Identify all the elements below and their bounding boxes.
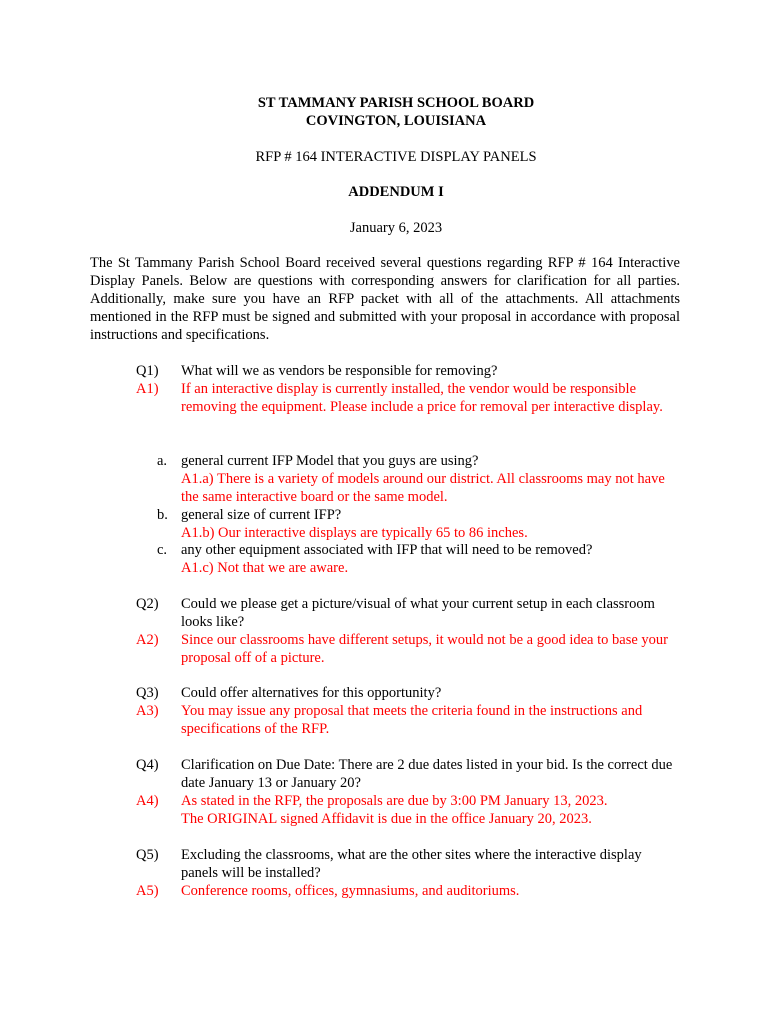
a5-answer: Conference rooms, offices, gymnasiums, and auditoriums. (181, 883, 520, 899)
a4-answer-line1: As stated in the RFP, the proposals are due by 3:00 PM January 13, 2023. (181, 793, 608, 809)
a2-label: A2) (136, 632, 159, 648)
a1-label: A1) (136, 381, 159, 397)
a4-label: A4) (136, 793, 159, 809)
q5-label: Q5) (136, 847, 159, 863)
org-title: ST TAMMANY PARISH SCHOOL BOARD (257, 95, 535, 111)
a3-label: A3) (136, 703, 159, 719)
q1c-label: c. (157, 542, 168, 558)
q1c-question: any other equipment associated with IFP that will need to be removed? (181, 542, 593, 558)
q1a-answer: A1.a) There is a variety of models around our district. All classrooms may not have the same interactive board or the same model. (181, 471, 665, 505)
a4-answer-line2: The ORIGINAL signed Affidavit is due in the office January 20, 2023. (181, 811, 592, 827)
a2-answer: Since our classrooms have different setups, it would not be a good idea to base your proposal off of a picture. (181, 632, 668, 666)
intro-paragraph: The St Tammany Parish School Board received several questions regarding RFP # 164 Interactive Display Panels. Below are questions with corresponding answers for clarification for all parties. Additionally, make sure you have an RFP packet with all of the attachments. All attachments mentioned in the RFP must be signed and submitted with your proposal in accordance with proposal instructions and specifications. (90, 255, 680, 343)
q1a-question: general current IFP Model that you guys are using? (181, 453, 479, 469)
q4-question: Clarification on Due Date: There are 2 due dates listed in your bid. Is the correct due date January 13 or January 20? (181, 757, 673, 791)
q2-label: Q2) (136, 596, 159, 612)
q4-label: Q4) (136, 757, 159, 773)
q1a-label: a. (157, 453, 168, 469)
org-location: COVINGTON, LOUISIANA (305, 113, 487, 129)
q1b-question: general size of current IFP? (181, 507, 342, 523)
a5-label: A5) (136, 883, 159, 899)
q5-question: Excluding the classrooms, what are the other sites where the interactive display panels will be installed? (181, 847, 642, 881)
rfp-title: RFP # 164 INTERACTIVE DISPLAY PANELS (255, 149, 537, 165)
q2-question: Could we please get a picture/visual of what your current setup in each classroom looks like? (181, 596, 655, 630)
a3-answer: You may issue any proposal that meets the criteria found in the instructions and specifications of the RFP. (181, 703, 643, 737)
a1-answer: If an interactive display is currently installed, the vendor would be responsible removing the equipment. Please include a price for removal per interactive display. (181, 381, 663, 415)
q1b-answer: A1.b) Our interactive displays are typically 65 to 86 inches. (181, 525, 528, 541)
q1-question: What will we as vendors be responsible for removing? (181, 363, 498, 379)
q1-label: Q1) (136, 363, 159, 379)
q3-question: Could offer alternatives for this opportunity? (181, 685, 442, 701)
q1b-label: b. (157, 507, 168, 523)
q1c-answer: A1.c) Not that we are aware. (181, 560, 349, 576)
addendum-date: January 6, 2023 (349, 220, 443, 236)
q3-label: Q3) (136, 685, 159, 701)
addendum-title: ADDENDUM I (348, 184, 444, 200)
